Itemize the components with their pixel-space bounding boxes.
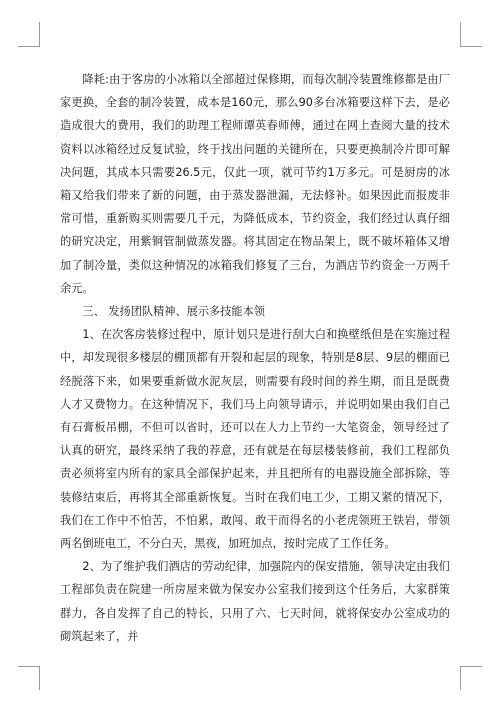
crop-mark-top-right-horizontal bbox=[460, 46, 482, 47]
crop-mark-bottom-left-vertical bbox=[39, 666, 40, 690]
paragraph-room-renovation: 1、在次客房装修过程中，原计划只是进行刮大白和换壁纸但是在实施过程中，却发现很多楼层的棚顶都有开裂和起层的现象，特别是8层、9层的棚面已经脱落下来，如果要重新做水泥灰层，则需要有段时间的养生期，而且是既费人才又费物力。在这种情况下，我们马上向领导请示，并说明如果由我们自己有石膏板吊棚，不但可以省时，还可以在人力上节约一大笔资金，领导经过了认真的研究，最终采纳了我的荐意，还有就是在每层楼装修前，我们工程部负责必须将室内所有的家具全部保护起来，并且把所有的电器设施全部拆除，等装修结束后，再将其全部重新恢复。当时在我们电工少，工期又紧的情况下，我们在工作中不怕苦，不怕累，敢闯、敢干而得名的小老虎领班王铁岩，带领两名倒班电工，不分白天，黑夜，加班加点，按时完成了工作任务。 bbox=[60, 328, 450, 551]
crop-mark-bottom-right-horizontal bbox=[460, 666, 482, 667]
crop-mark-bottom-left-horizontal bbox=[18, 666, 40, 667]
paragraph-cost-reduction: 降耗:由于客房的小冰箱以全部超过保修期，而每次制冷装置维修都是由厂家更换，全套的制冷装置，成本是160元，那么90多台冰箱要这样下去，是必造成很大的费用，我们的助理工程师谭英春师傅，通过在网上查阅大量的技术资料以冰箱经过反复试验，终于找出问题的关键所在，只要更换制冷片即可解决问题，其成本只需要26.5元，仅此一项，就可节约1万多元。可是厨房的冰箱又给我们带来了新的问题，由于蒸发器泄漏，无法修补。如果因此而报废非常可惜，重新购买则需要几千元，为降低成本，节约资金，我们经过认真仔细的研究决定，用紫铜管制做蒸发器。将其固定在物品架上，既不破坏箱体又增加了制冷量，类似这种情况的冰箱我们修复了三台，为酒店节约资金一万两千余元。 bbox=[60, 73, 450, 295]
crop-mark-bottom-right-vertical bbox=[460, 666, 461, 690]
crop-mark-top-left-vertical bbox=[39, 22, 40, 46]
crop-mark-top-right-vertical bbox=[460, 22, 461, 46]
paragraph-security-office: 2、为了维护我们酒店的劳动纪律，加强院内的保安措施，领导决定由我们工程部负责在院建一所房屋来做为保安办公室我们接到这个任务后，大家群策群力，各自发挥了自己的特长，只用了六、七天时间，就将保安办公室成功的砌筑起来了，并 bbox=[60, 560, 450, 643]
crop-mark-top-left-horizontal bbox=[18, 46, 40, 47]
document-body bbox=[60, 68, 450, 648]
section-heading-team-spirit: 三、 发扬团队精神、展示多技能本领 bbox=[82, 305, 265, 319]
